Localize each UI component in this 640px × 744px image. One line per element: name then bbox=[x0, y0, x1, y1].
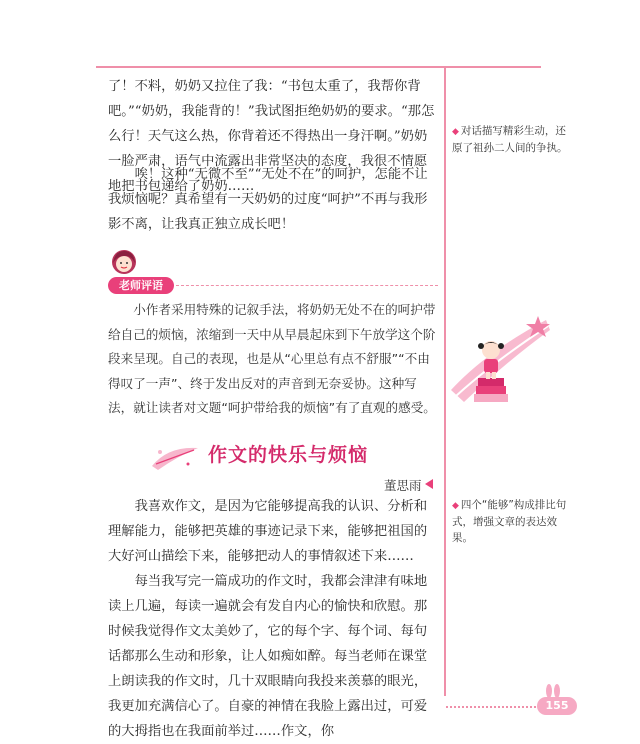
essay-paragraph-1: 我喜欢作文，是因为它能够提高我的认识、分析和理解能力，能够把英雄的事迹记录下来，能够把祖国的大好河山描绘下来，能够把动人的事情叙述下来…… bbox=[108, 499, 428, 564]
badge-dashed-line bbox=[176, 285, 438, 286]
story-paragraph-1: 了！不料，奶奶又拉住了我：“书包太重了，我帮你背吧。”“奶奶，我能背的！”我试图拒绝奶奶的要求。“那怎么行！天气这么热，你背着还不得热出一身汗啊。”奶奶一脸严肃，语气中流露出非常坚决的态度，我很不情愿地把书包递给了奶奶…… bbox=[108, 79, 435, 194]
story-paragraph-2: 唉！这种“无微不至”“无处不在”的呵护，怎能不让我烦恼呢？真希望有一天奶奶的过度“呵护”不再与我形影不离，让我真正独立成长吧！ bbox=[108, 167, 428, 232]
side-note-2-text: 四个“能够”构成排比句式，增强文章的表达效果。 bbox=[452, 499, 567, 544]
side-note-1 bbox=[452, 123, 568, 156]
teacher-comment: 小作者采用特殊的记叙手法，将奶奶无处不在的呵护带给自己的烦恼，浓缩到一天中从早晨起床到下午放学这个阶段来呈现。自己的表现，也是从“心里总有点不舒服”“不由得叹了一声”、终于发出反对的声音到无奈妥协。这种写法，就让读者对文题“呵护带给我的烦恼”有了直观的感受。 bbox=[108, 302, 436, 415]
essay-author: 董思雨 bbox=[384, 478, 422, 493]
essay-title: 作文的快乐与烦恼 bbox=[208, 444, 369, 466]
top-border bbox=[96, 66, 541, 68]
page-number: 155 bbox=[537, 697, 577, 715]
diamond-bullet-icon: ◆ bbox=[452, 127, 459, 137]
pen-decoration-icon bbox=[148, 442, 202, 472]
essay-paragraph-2: 每当我写完一篇成功的作文时，我都会津津有味地读上几遍，每读一遍就会有发自内心的愉快和欣慰。那时候我觉得作文太美妙了，它的每个字、每个词、每句话都那么生动和形象，让人如痴如醉。每当老师在课堂上朗读我的作文时，几十双眼睛向我投来羡慕的眼光，我更加充满信心了。自豪的神情在我脸上露出过，可爱的大拇指也在我面前举过……作文，你 bbox=[108, 574, 428, 739]
girl-on-books-illustration bbox=[446, 312, 556, 412]
author-triangle-icon bbox=[425, 479, 433, 489]
teacher-comment-badge: 老师评语 bbox=[108, 277, 174, 294]
diamond-bullet-icon: ◆ bbox=[452, 501, 459, 511]
side-note-2 bbox=[452, 497, 568, 546]
essay-body bbox=[108, 494, 438, 744]
teacher-avatar-icon bbox=[107, 247, 141, 281]
side-note-1-text: 对话描写精彩生动，还原了祖孙二人间的争执。 bbox=[452, 125, 568, 154]
